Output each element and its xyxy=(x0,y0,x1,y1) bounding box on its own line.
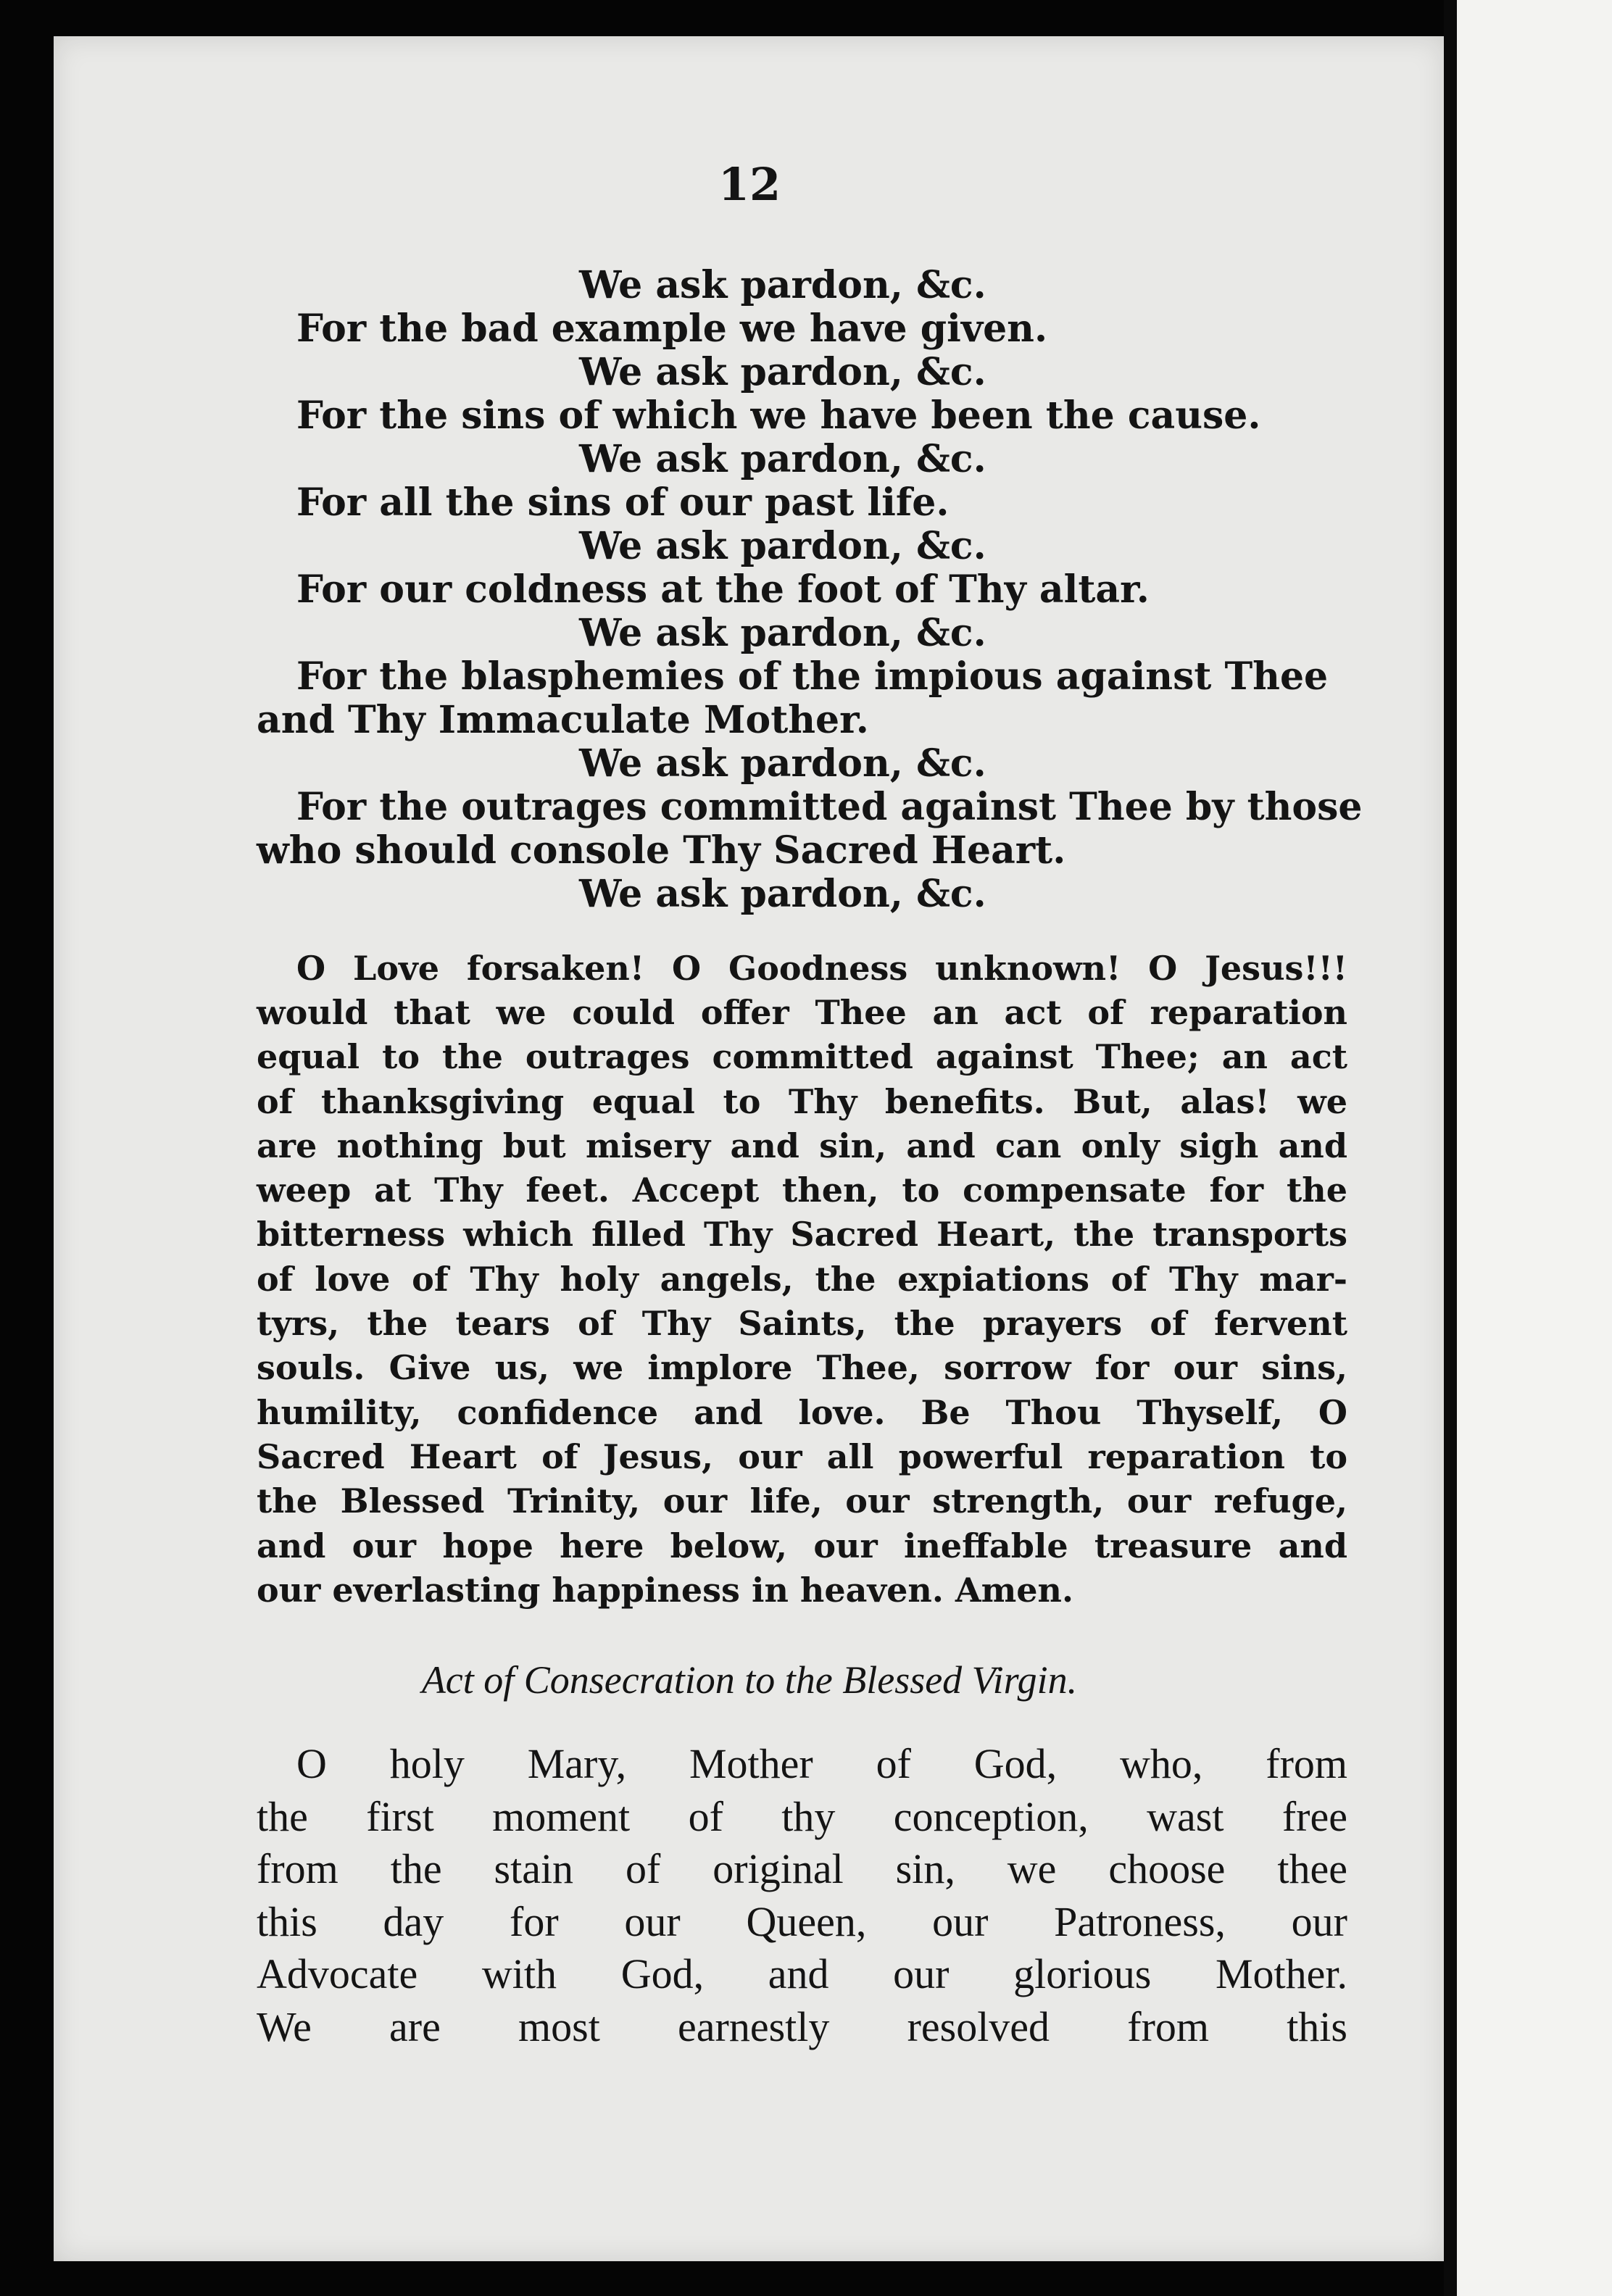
reparation-prayer xyxy=(257,947,1347,991)
prayer-line: We are most earnestly resolved from this xyxy=(257,2002,1347,2050)
litany-continuation: who should console Thy Sacred Heart. xyxy=(257,828,1066,873)
litany-petition: For the blasphemies of the impious against Thee xyxy=(296,654,1329,699)
prayer-line: of love of Thy holy angels, the expiations of Thy mar- xyxy=(257,1259,1347,1299)
litany-response: We ask pardon, &c. xyxy=(579,611,986,655)
litany-petition: For the outrages committed against Thee by those xyxy=(296,785,1363,829)
prayer-line: from the stain of original sin, we choose thee xyxy=(257,1845,1347,1892)
litany-response: We ask pardon, &c. xyxy=(579,741,986,786)
prayer-line: the first moment of thy conception, wast free xyxy=(257,1792,1347,1840)
section-heading: Act of Consecration to the Blessed Virgin. xyxy=(421,1658,1078,1702)
prayer-line: would that we could offer Thee an act of reparation xyxy=(257,993,1347,1032)
litany-petition: For our coldness at the foot of Thy altar. xyxy=(296,567,1150,612)
book-page xyxy=(54,36,1445,2261)
litany-response: We ask pardon, &c. xyxy=(579,524,986,568)
prayer-line: O Love forsaken! O Goodness unknown! O Jesus!!! xyxy=(296,949,1347,988)
prayer-line: equal to the outrages committed against Thee; an act xyxy=(257,1037,1347,1077)
prayer-line: humility, confidence and love. Be Thou Thyself, O xyxy=(257,1392,1347,1432)
prayer-line: the Blessed Trinity, our life, our strength, our refuge, xyxy=(257,1481,1347,1521)
litany-response: We ask pardon, &c. xyxy=(579,263,986,307)
litany-petition: For all the sins of our past life. xyxy=(296,481,950,525)
litany-response: We ask pardon, &c. xyxy=(579,872,986,916)
prayer-line: Advocate with God, and our glorious Mother. xyxy=(257,1950,1347,1997)
prayer-line: bitterness which filled Thy Sacred Heart, the transports xyxy=(257,1215,1347,1255)
page-text xyxy=(54,36,1445,2261)
prayer-line: are nothing but misery and sin, and can only sigh and xyxy=(257,1126,1347,1165)
prayer-line: weep at Thy feet. Accept then, to compensate for the xyxy=(257,1170,1347,1210)
prayer-line: O holy Mary, Mother of God, who, from xyxy=(296,1740,1347,1787)
prayer-line: Sacred Heart of Jesus, our all powerful reparation to xyxy=(257,1436,1347,1476)
litany-petition: For the bad example we have given. xyxy=(296,307,1048,351)
prayer-line: this day for our Queen, our Patroness, our xyxy=(257,1897,1347,1945)
prayer-line: our everlasting happiness in heaven. Amen. xyxy=(257,1570,1073,1610)
reparation-prayer-body xyxy=(257,991,1347,1613)
page-number: 12 xyxy=(718,158,781,211)
prayer-line: tyrs, the tears of Thy Saints, the prayers of fervent xyxy=(257,1304,1347,1344)
prayer-line: and our hope here below, our ineffable treasure and xyxy=(257,1526,1347,1565)
prayer-line: of thanksgiving equal to Thy benefits. But, alas! we xyxy=(257,1081,1347,1121)
litany-response: We ask pardon, &c. xyxy=(579,437,986,481)
litany-continuation: and Thy Immaculate Mother. xyxy=(257,698,869,742)
adjacent-page-edge xyxy=(1444,0,1612,2296)
litany-petition: For the sins of which we have been the cause. xyxy=(296,394,1261,438)
litany-response: We ask pardon, &c. xyxy=(579,350,986,394)
consecration-prayer xyxy=(257,1738,1347,2053)
prayer-line: souls. Give us, we implore Thee, sorrow for our sins, xyxy=(257,1348,1347,1388)
